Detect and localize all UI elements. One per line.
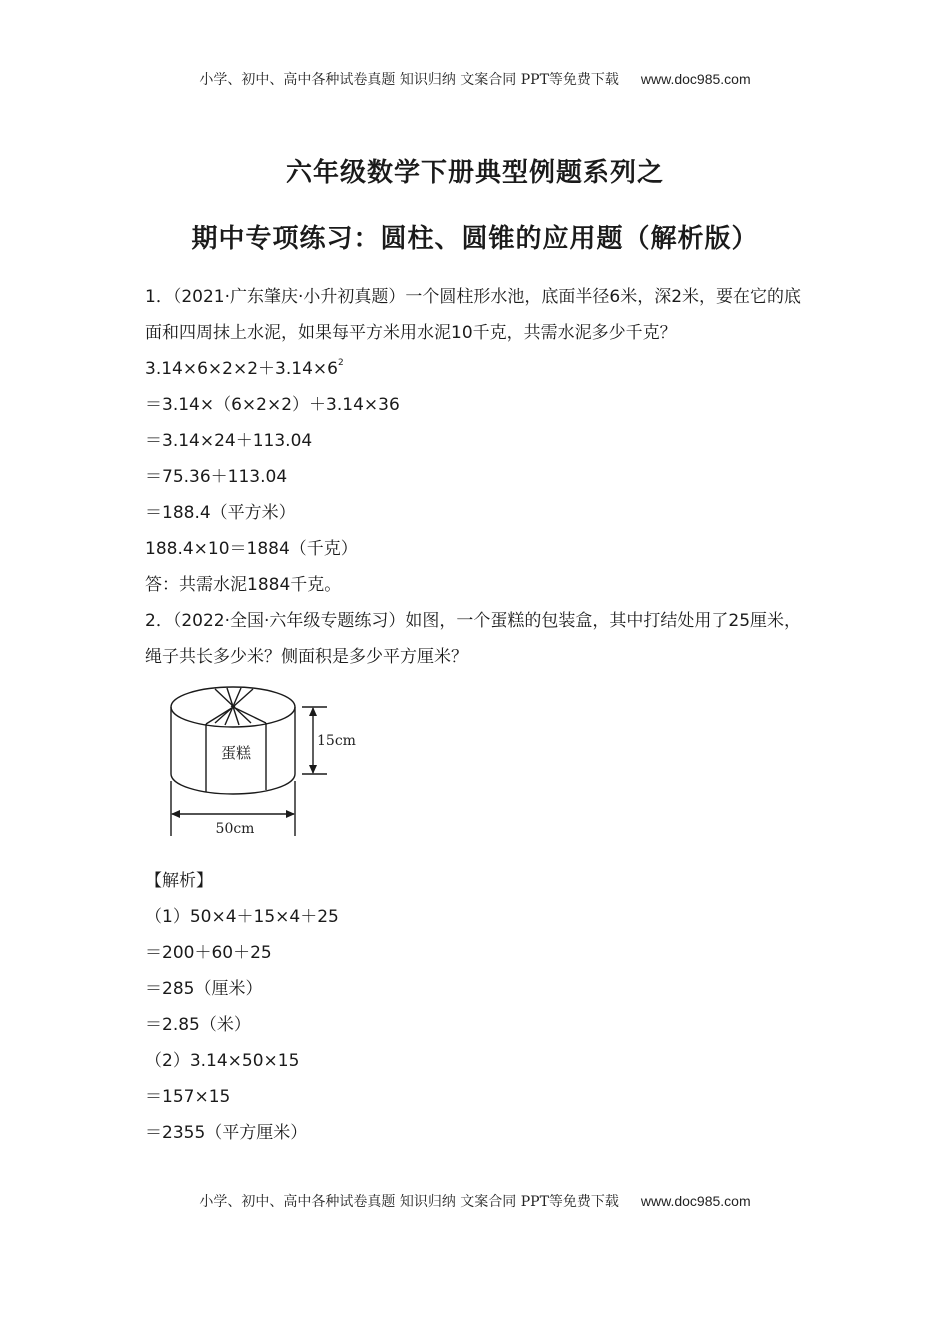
q1-step-4: ＝75.36＋113.04 — [145, 467, 288, 487]
question-2: 2．（2022·全国·六年级专题练习）如图，一个蛋糕的包装盒，其中打结处用了25厘米，绳子共长多少米？侧面积是多少平方厘米？ — [145, 611, 802, 667]
q2-step-6: ＝157×15 — [145, 1087, 231, 1107]
question-1: 1．（2021·广东肇庆·小升初真题）一个圆柱形水池，底面半径6米，深2米，要在它的底面和四周抹上水泥，如果每平方米用水泥10千克，共需水泥多少千克？ — [145, 287, 802, 343]
banner-site-link[interactable]: www.doc985.com — [640, 71, 751, 87]
q2-step-2: ＝200＋60＋25 — [145, 943, 272, 963]
header-banner — [0, 69, 950, 89]
q1-step-2: ＝3.14×（6×2×2）＋3.14×36 — [145, 395, 400, 415]
width-arrow-left — [171, 810, 180, 818]
q1-step-1 — [145, 351, 810, 387]
cake-box-figure — [145, 681, 810, 863]
height-label: 15cm — [317, 733, 356, 749]
analysis-heading: 【解析】 — [145, 871, 213, 891]
height-arrow-up — [309, 707, 317, 716]
document-title-line1: 六年级数学下册典型例题系列之 — [285, 158, 664, 188]
cylinder-bottom-arc — [171, 774, 295, 794]
q2-step-5: （2）3.14×50×15 — [145, 1051, 300, 1071]
height-arrow-down — [309, 765, 317, 774]
q1-step-6: 188.4×10＝1884（千克） — [145, 539, 358, 559]
q2-step-3: ＝285（厘米） — [145, 979, 263, 999]
q2-step-7: ＝2355（平方厘米） — [145, 1123, 308, 1143]
q1-step-1-exponent: 2 — [337, 358, 344, 368]
document-title-line2: 期中专项练习：圆柱、圆锥的应用题（解析版） — [191, 224, 759, 254]
q1-step-5: ＝188.4（平方米） — [145, 503, 296, 523]
q2-step-4: ＝2.85（米） — [145, 1015, 251, 1035]
ribbon-top-6 — [225, 688, 241, 725]
q1-answer: 答：共需水泥1884千克。 — [145, 575, 342, 595]
banner-text: 小学、初中、高中各种试卷真题 知识归纳 文案合同 PPT等免费下载 — [199, 72, 619, 88]
banner-text: 小学、初中、高中各种试卷真题 知识归纳 文案合同 PPT等免费下载 — [199, 1194, 619, 1210]
q2-step-1: （1）50×4＋15×4＋25 — [145, 907, 339, 927]
cake-box-diagram — [155, 681, 385, 841]
document-body — [145, 279, 810, 1151]
q1-step-3: ＝3.14×24＋113.04 — [145, 431, 313, 451]
width-arrow-right — [286, 810, 295, 818]
banner-site-link[interactable]: www.doc985.com — [640, 1193, 751, 1209]
width-label: 50cm — [215, 821, 255, 837]
footer-banner — [0, 1191, 950, 1211]
cake-label: 蛋糕 — [220, 744, 252, 762]
q1-step-1-base: 3.14×6×2×2＋3.14×6 — [145, 359, 338, 379]
